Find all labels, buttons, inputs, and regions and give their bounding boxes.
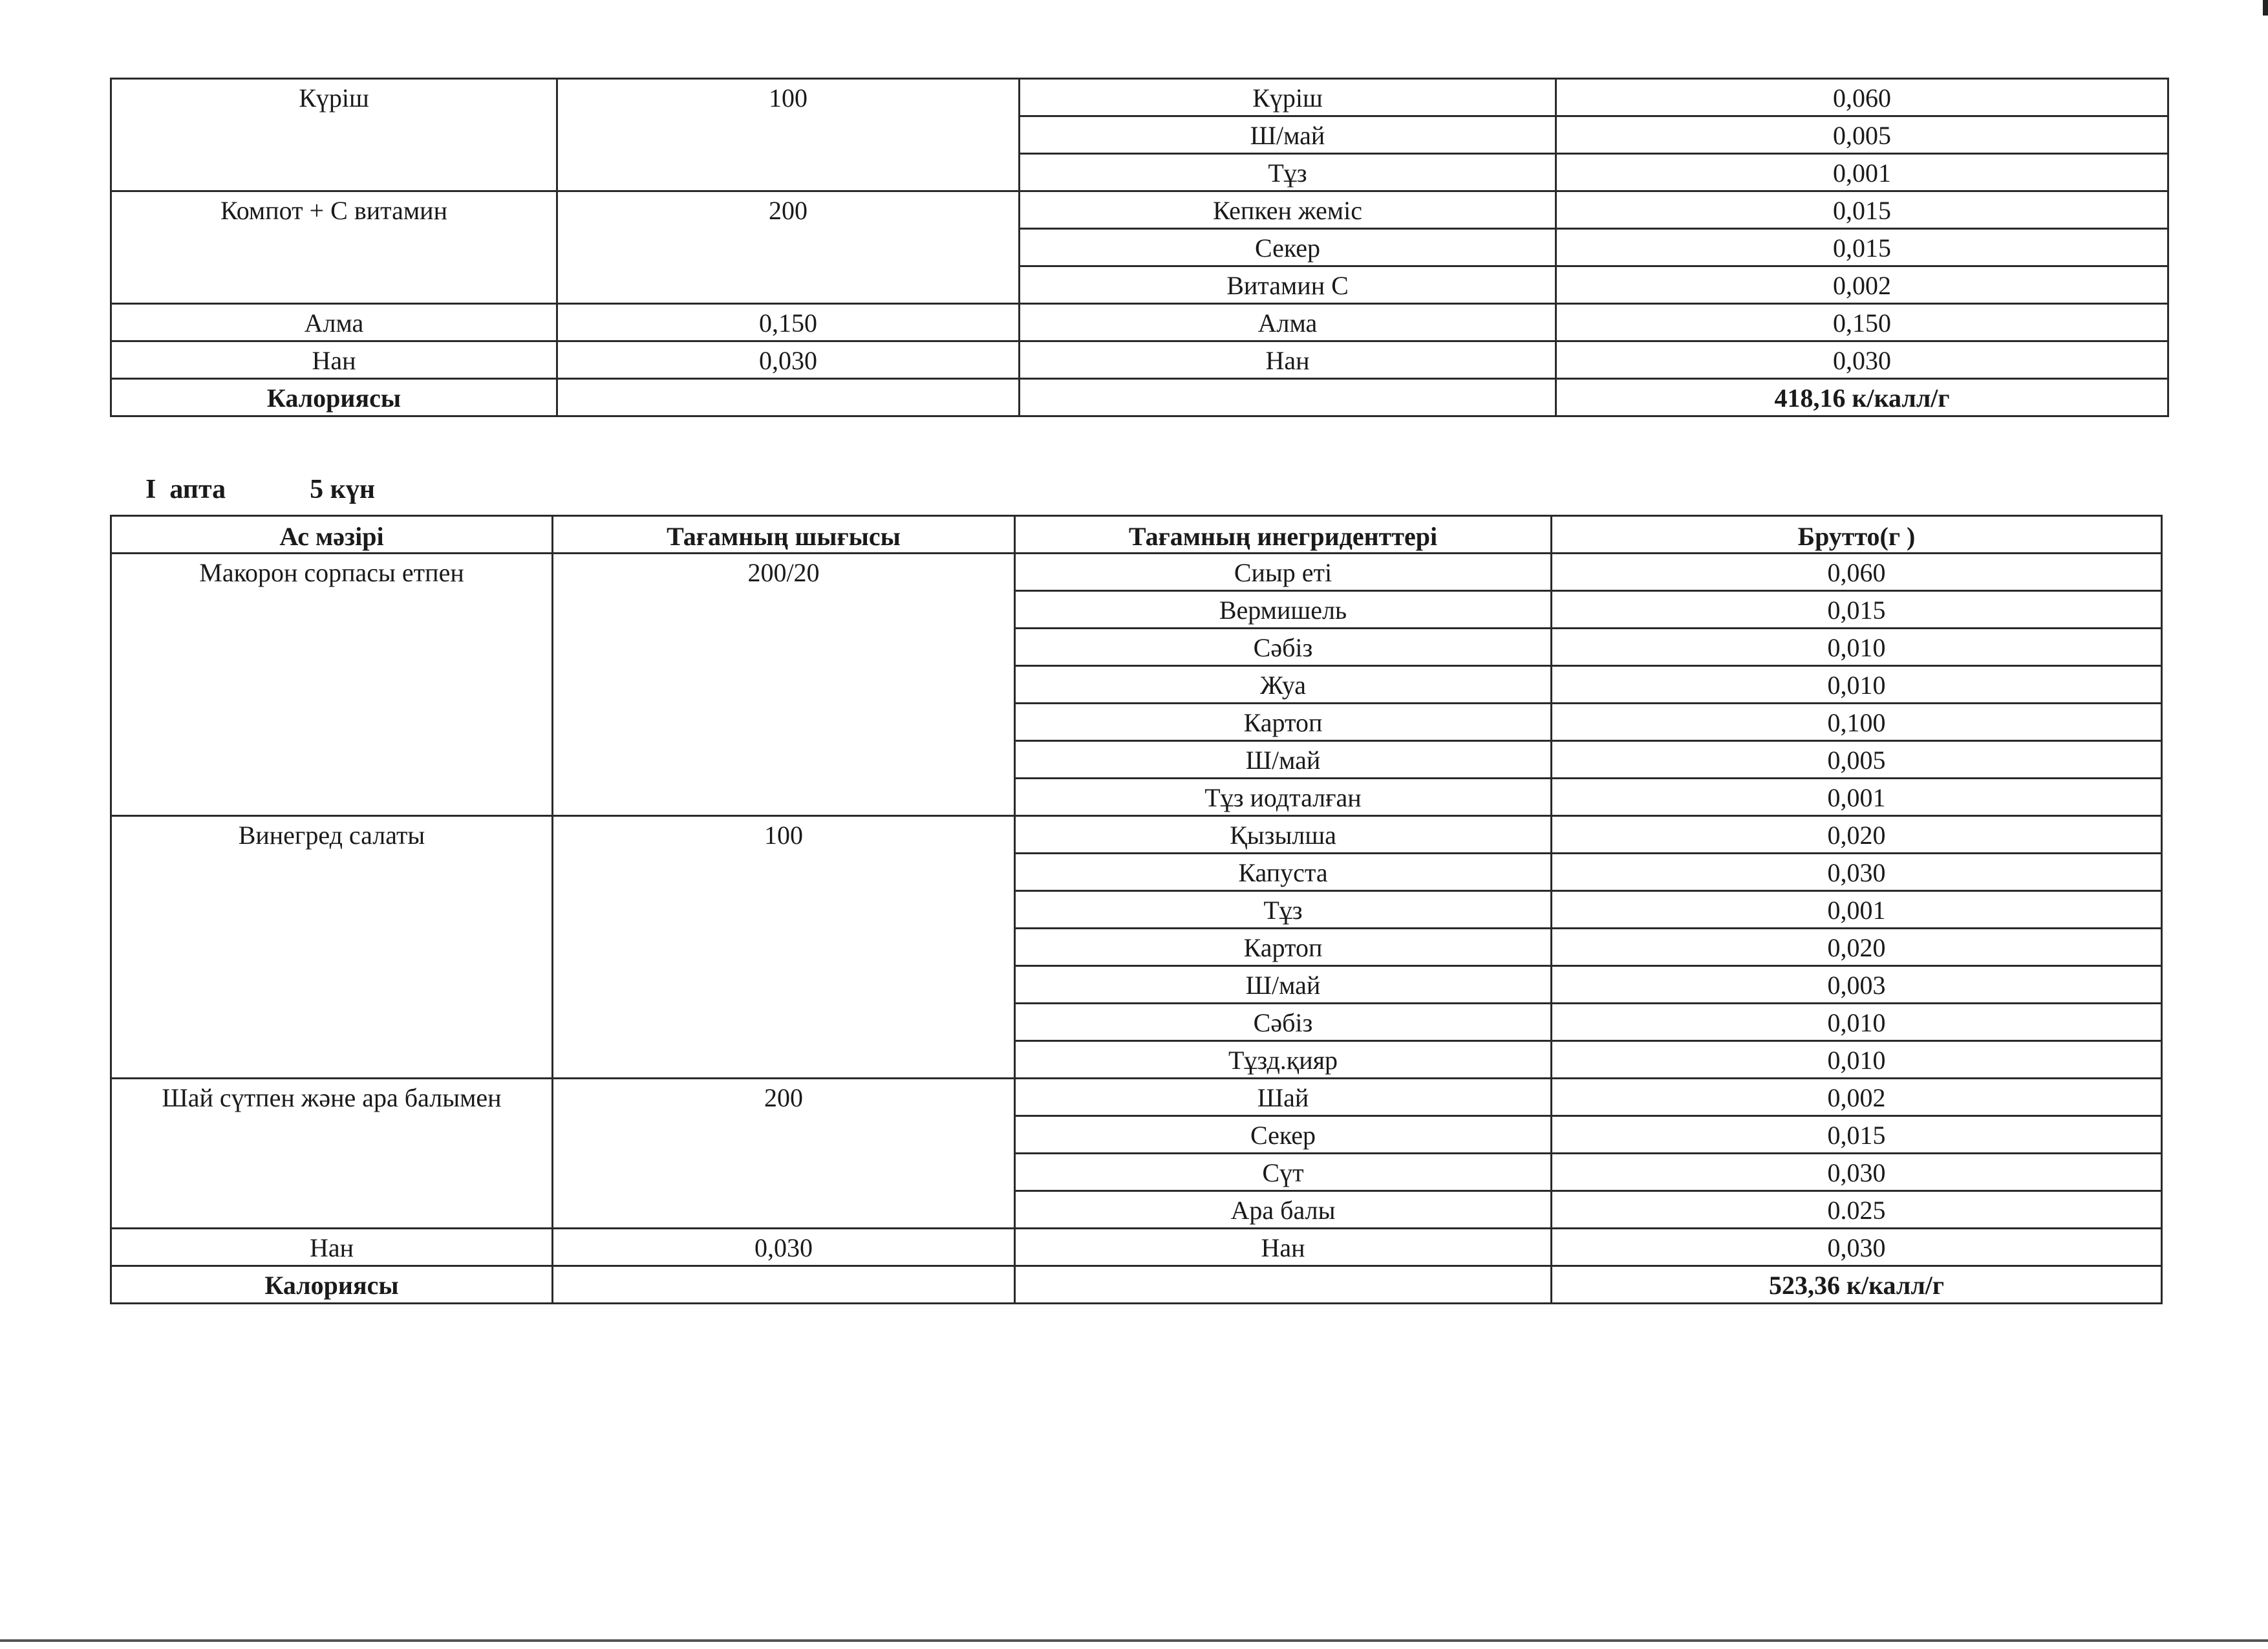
empty-cell <box>557 379 1020 416</box>
gross-weight: 0,030 <box>1556 341 2168 379</box>
ingredient-name: Картоп <box>1015 704 1552 741</box>
dish-name: Компот + С витамин <box>111 191 557 304</box>
menu-table-previous-day <box>110 78 2169 417</box>
dish-output: 200 <box>557 191 1020 304</box>
gross-weight: 0,002 <box>1556 266 2168 304</box>
gross-weight: 0,002 <box>1552 1079 2162 1116</box>
ingredient-name: Нан <box>1015 1229 1552 1266</box>
scan-corner-mark <box>2263 0 2268 16</box>
dish-name: Нан <box>111 1229 553 1266</box>
gross-weight: 0,010 <box>1552 666 2162 704</box>
gross-weight: 0,015 <box>1552 1116 2162 1154</box>
ingredient-name: Картоп <box>1015 929 1552 966</box>
ingredient-name: Ара балы <box>1015 1191 1552 1229</box>
ingredient-name: Тұз иодталған <box>1015 779 1552 816</box>
ingredient-name: Секер <box>1020 229 1556 266</box>
week-day-label <box>145 474 375 505</box>
gross-weight: 0,010 <box>1552 629 2162 666</box>
header-row <box>111 516 2162 554</box>
ingredient-name: Ш/май <box>1020 116 1556 154</box>
gross-weight: 0,001 <box>1552 891 2162 929</box>
gross-weight: 0,005 <box>1556 116 2168 154</box>
gross-weight: 0,010 <box>1552 1004 2162 1041</box>
col-header-gross: Брутто(г ) <box>1552 516 2162 554</box>
gross-weight: 0,020 <box>1552 816 2162 854</box>
dish-output: 0,150 <box>557 304 1020 341</box>
gross-weight: 0,030 <box>1552 1154 2162 1191</box>
gross-weight: 0,010 <box>1552 1041 2162 1079</box>
dish-name: Күріш <box>111 79 557 191</box>
ingredient-name: Жуа <box>1015 666 1552 704</box>
dish-name: Шай сүтпен және ара балымен <box>111 1079 553 1229</box>
dish-output: 0,030 <box>557 341 1020 379</box>
table-row <box>111 816 2162 854</box>
gross-weight: 0,001 <box>1556 154 2168 191</box>
dish-name: Алма <box>111 304 557 341</box>
table-row <box>111 1079 2162 1116</box>
table-row <box>111 79 2168 116</box>
ingredient-name: Сиыр еті <box>1015 554 1552 591</box>
empty-cell <box>553 1266 1015 1304</box>
ingredient-name: Тұзд.қияр <box>1015 1041 1552 1079</box>
gross-weight: 0,150 <box>1556 304 2168 341</box>
gross-weight: 0,001 <box>1552 779 2162 816</box>
ingredient-name: Тұз <box>1015 891 1552 929</box>
empty-cell <box>1015 1266 1552 1304</box>
ingredient-name: Кепкен жеміс <box>1020 191 1556 229</box>
total-row <box>111 1266 2162 1304</box>
ingredient-name: Секер <box>1015 1116 1552 1154</box>
ingredient-name: Қызылша <box>1015 816 1552 854</box>
week-label: I апта <box>145 475 226 504</box>
gross-weight: 0,100 <box>1552 704 2162 741</box>
dish-output: 0,030 <box>553 1229 1015 1266</box>
ingredient-name: Капуста <box>1015 854 1552 891</box>
menu-table-day-5 <box>110 515 2163 1304</box>
gross-weight: 0,060 <box>1556 79 2168 116</box>
ingredient-name: Күріш <box>1020 79 1556 116</box>
gross-weight: 0,030 <box>1552 854 2162 891</box>
dish-name: Винегред салаты <box>111 816 553 1079</box>
gross-weight: 0,015 <box>1552 591 2162 629</box>
dish-output: 200/20 <box>553 554 1015 816</box>
scan-edge-line <box>0 1639 2268 1642</box>
table-row <box>111 341 2168 379</box>
gross-weight: 0,005 <box>1552 741 2162 779</box>
ingredient-name: Сәбіз <box>1015 629 1552 666</box>
ingredient-name: Тұз <box>1020 154 1556 191</box>
ingredient-name: Ш/май <box>1015 966 1552 1004</box>
ingredient-name: Сәбіз <box>1015 1004 1552 1041</box>
gross-weight: 0,020 <box>1552 929 2162 966</box>
ingredient-name: Шай <box>1015 1079 1552 1116</box>
dish-name: Нан <box>111 341 557 379</box>
col-header-menu: Ас мәзірі <box>111 516 553 554</box>
day-label: 5 күн <box>310 475 376 504</box>
ingredient-name: Вермишель <box>1015 591 1552 629</box>
empty-cell <box>1020 379 1556 416</box>
dish-name: Макорон сорпасы етпен <box>111 554 553 816</box>
dish-output: 100 <box>553 816 1015 1079</box>
ingredient-name: Алма <box>1020 304 1556 341</box>
gross-weight: 0,015 <box>1556 229 2168 266</box>
calories-label: Калориясы <box>111 1266 553 1304</box>
calories-value: 418,16 к/калл/г <box>1556 379 2168 416</box>
table-row <box>111 554 2162 591</box>
ingredient-name: Нан <box>1020 341 1556 379</box>
table-row <box>111 1229 2162 1266</box>
col-header-output: Тағамның шығысы <box>553 516 1015 554</box>
ingredient-name: Ш/май <box>1015 741 1552 779</box>
col-header-ingredients: Тағамның инегриденттері <box>1015 516 1552 554</box>
gross-weight: 0,060 <box>1552 554 2162 591</box>
ingredient-name: Сүт <box>1015 1154 1552 1191</box>
table-row <box>111 191 2168 229</box>
gross-weight: 0.025 <box>1552 1191 2162 1229</box>
gross-weight: 0,030 <box>1552 1229 2162 1266</box>
gross-weight: 0,015 <box>1556 191 2168 229</box>
total-row <box>111 379 2168 416</box>
dish-output: 200 <box>553 1079 1015 1229</box>
ingredient-name: Витамин С <box>1020 266 1556 304</box>
dish-output: 100 <box>557 79 1020 191</box>
gross-weight: 0,003 <box>1552 966 2162 1004</box>
table-row <box>111 304 2168 341</box>
calories-value: 523,36 к/калл/г <box>1552 1266 2162 1304</box>
calories-label: Калориясы <box>111 379 557 416</box>
